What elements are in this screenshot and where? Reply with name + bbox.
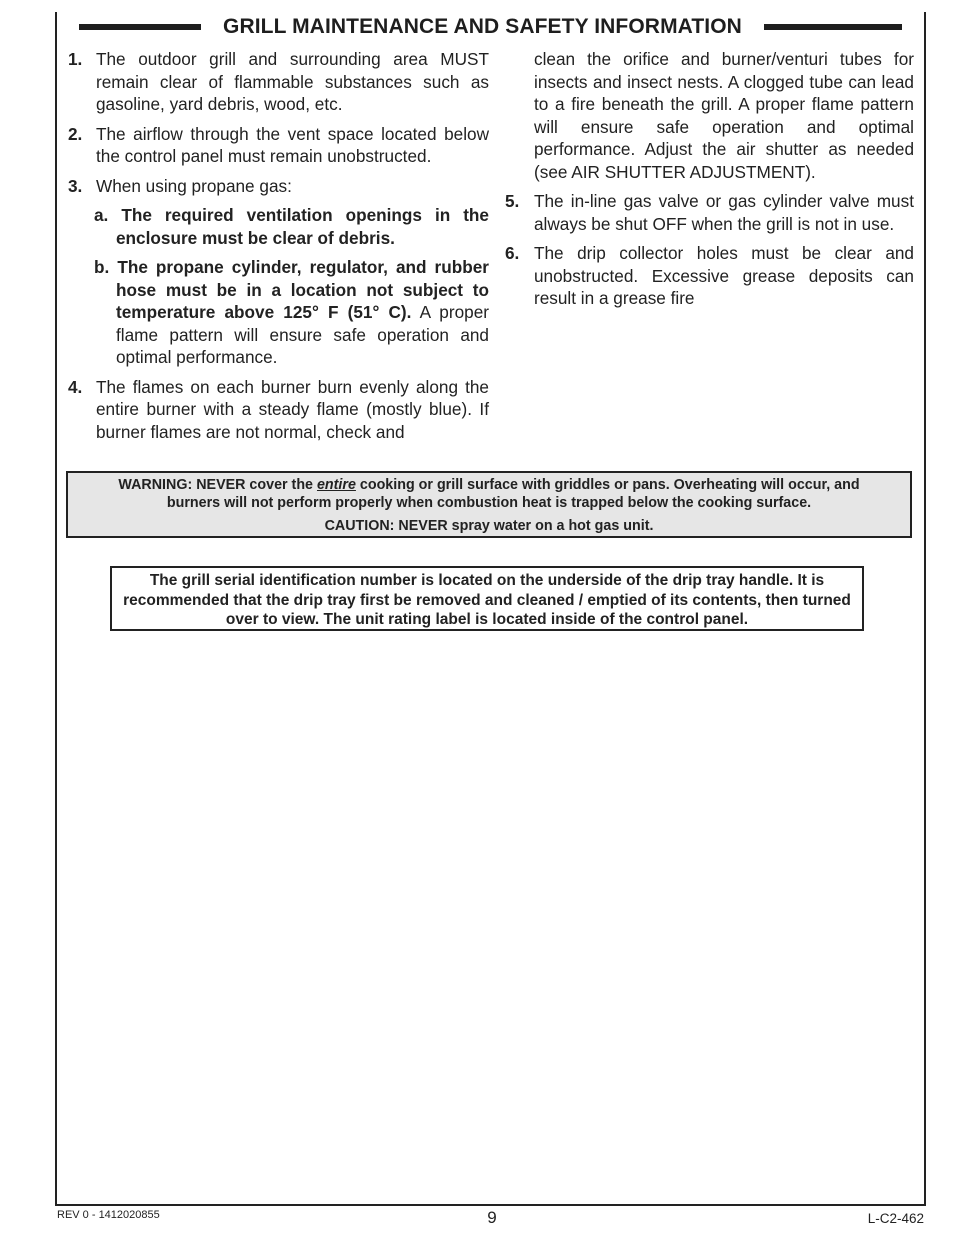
item-number: 2. xyxy=(68,123,83,144)
item-text: The flames on each burner burn evenly along the entire burner with a steady flame (mostly blue). If burner flames are not normal, check and xyxy=(96,376,489,442)
sub-item-text: A proper flame pattern will ensure safe operation and optimal performance. xyxy=(116,302,489,367)
sub-item-3b xyxy=(68,256,489,369)
item-text: The airflow through the vent space located below the control panel must remain unobstructed. xyxy=(96,123,489,166)
sub-item-3a xyxy=(68,204,489,249)
footer-revision: REV 0 - 1412020855 xyxy=(57,1209,160,1221)
warning-box xyxy=(66,471,912,538)
section-header xyxy=(57,12,924,42)
item-number: 5. xyxy=(505,191,520,211)
list-item-5 xyxy=(505,190,914,235)
page-title: GRILL MAINTENANCE AND SAFETY INFORMATION xyxy=(223,15,742,38)
item-text: The drip collector holes must be clear and unobstructed. Excessive grease deposits can result in a grease fire xyxy=(534,243,914,308)
item-text: When using propane gas: xyxy=(96,175,292,196)
list-item-2 xyxy=(68,123,489,168)
item-number: 3. xyxy=(68,175,83,196)
list-item-6 xyxy=(505,242,914,310)
header-rule-left xyxy=(79,24,201,30)
item-number: 6. xyxy=(505,243,520,263)
warning-prefix: WARNING: NEVER cover the xyxy=(118,477,317,493)
item-number: 4. xyxy=(68,376,83,397)
warning-line-1 xyxy=(68,476,910,494)
list-item-4 xyxy=(68,376,489,444)
sub-item-text: a. The required ventilation openings in the enclosure must be clear of debris. xyxy=(94,205,489,248)
item-text: The outdoor grill and surrounding area MUST remain clear of flammable substances such as gasoline, yard debris, wood, etc. xyxy=(96,49,489,114)
left-column xyxy=(68,48,489,450)
list-item-1 xyxy=(68,48,489,116)
item-text: The in-line gas valve or gas cylinder valve must always be shut OFF when the grill is not in use. xyxy=(534,191,914,234)
warning-emphasis: entire xyxy=(316,477,356,493)
caution-text: CAUTION: NEVER spray water on a hot gas unit. xyxy=(324,518,654,534)
warning-line-2: burners will not perform properly when combustion heat is trapped below the cooking surface. xyxy=(166,495,812,511)
serial-number-note: The grill serial identification number is located on the underside of the drip tray handle. It is recommended that the drip tray first be removed and cleaned / emptied of its contents, then turned over to view. The unit rating label is located inside of the control panel. xyxy=(110,566,864,631)
item-number: 1. xyxy=(68,49,83,69)
sub-item-bold-text: b. The propane cylinder, regulator, and rubber hose must be in a location not subject to temperature above 125° F (51° C). xyxy=(94,257,489,322)
right-column xyxy=(505,48,914,317)
list-item-3 xyxy=(68,175,489,198)
document-code: L-C2-462 xyxy=(867,1211,924,1226)
list-item-4-continued: clean the orifice and burner/venturi tubes for insects and insect nests. A clogged tube can lead to a fire beneath the grill. A proper flame pattern will ensure safe operation and optimal performance. Adjust the air shutter as needed (see AIR SHUTTER ADJUSTMENT). xyxy=(534,49,914,182)
page-number: 9 xyxy=(487,1208,497,1227)
warning-line-1-rest: cooking or grill surface with griddles or pans. Overheating will occur, and xyxy=(355,477,860,493)
header-rule-right xyxy=(764,24,902,30)
